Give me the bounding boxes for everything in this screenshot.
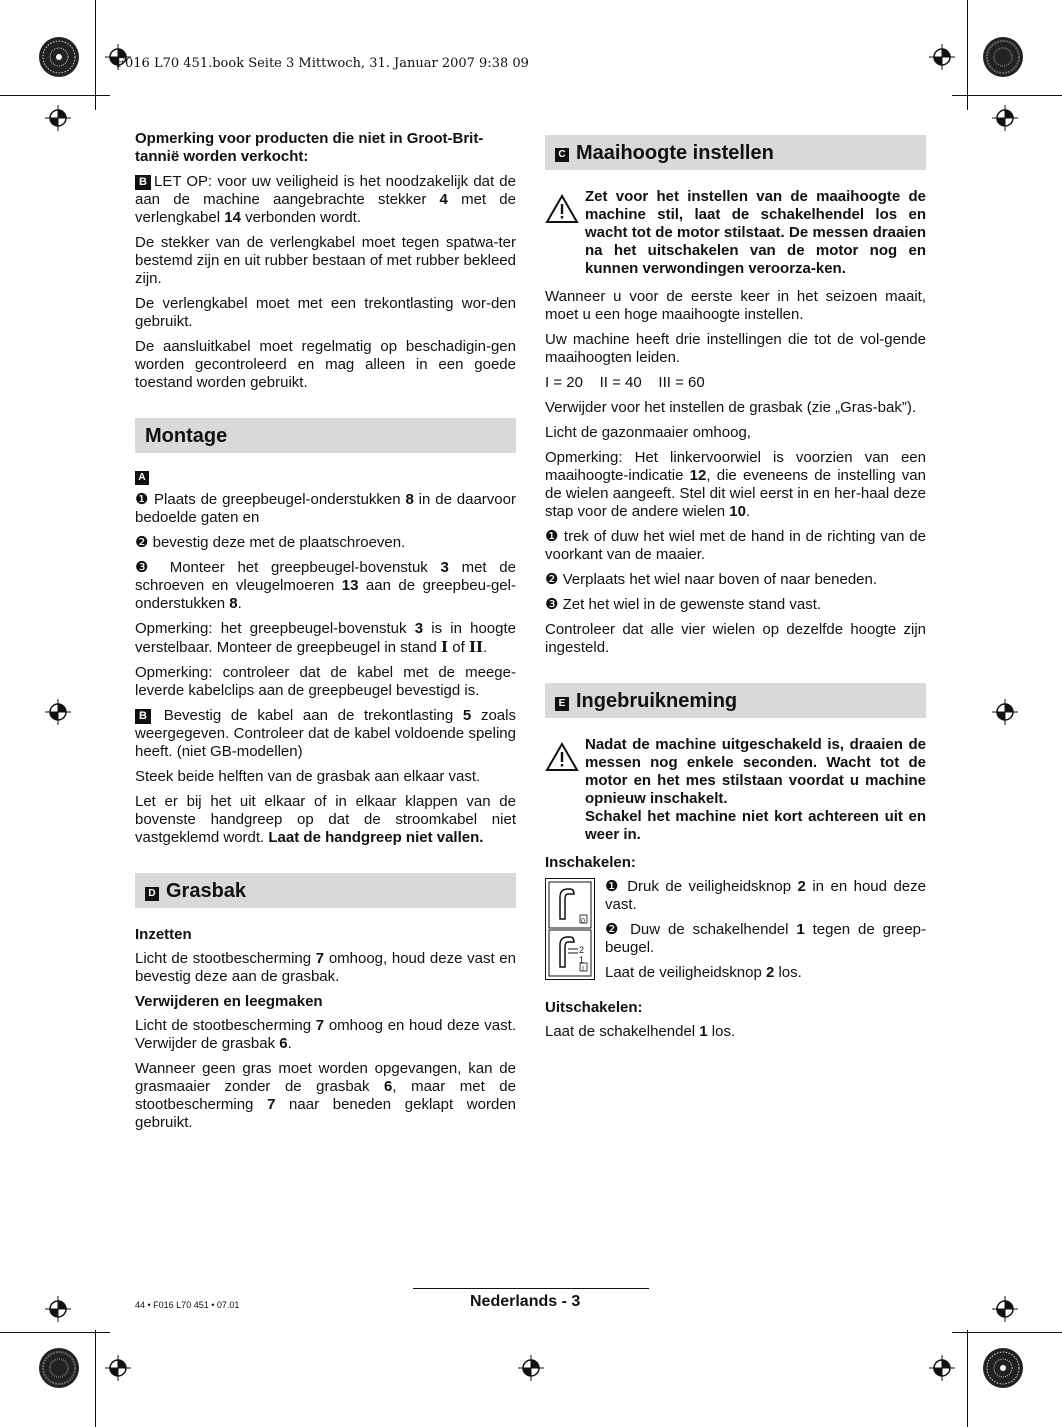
registration-mark: [45, 699, 71, 725]
figure-ref-badge: D: [145, 887, 159, 901]
crop-mark: [967, 1330, 968, 1427]
step-item: ❶ Druk de veiligheidsknop 2 in en houd deze vast.: [605, 878, 926, 913]
figure-ref-badge: E: [555, 697, 569, 711]
note-paragraph: Let er bij het uit elkaar of in elkaar klappen van de bovenste handgreep op dat de stroomkabel niet vastgeklemd wordt. Laat de handgreep niet vallen.: [135, 793, 516, 846]
note-paragraph: De aansluitkabel moet regelmatig op beschadigin-gen worden gecontroleerd en mag alleen in een goede toestand worden gebruikt.: [135, 338, 516, 391]
starburst-mark-top-left: [38, 36, 80, 78]
step-item: ❷ Duw de schakelhendel 1 tegen de greep-beugel.: [605, 921, 926, 956]
warning-block: [545, 736, 926, 844]
warning-block: [545, 188, 926, 278]
figure-ref-badge: B: [135, 709, 151, 724]
crop-mark: [967, 0, 968, 110]
section-heading-maaihoogte: C Maaihoogte instellen: [545, 135, 926, 170]
paragraph: Laat de schakelhendel 1 los.: [545, 1023, 736, 1040]
step-item: ❶ trek of duw het wiel met de hand in de richting van de voorkant van de maaier.: [545, 528, 926, 563]
paragraph: Opmerking: Het linkervoorwiel is voorzien van een maaihoogte-indicatie 12, die eveneens de instelling van de wielen aangeeft. Stel dit wiel eerst in en her-haal deze stap voor de andere wielen 10.: [545, 449, 926, 520]
registration-mark: [105, 1355, 131, 1381]
registration-mark: [992, 1296, 1018, 1322]
step-item: ❸ Monteer het greepbeugel-bovenstuk 3 met de schroeven en vleugelmoeren 13 aan de greepbeu-gel-onderstukken 8.: [135, 559, 516, 612]
step-item: ❷ bevestig deze met de plaatschroeven.: [135, 534, 406, 551]
switch-illustration: [545, 878, 595, 980]
figure-ref-badge: A: [135, 471, 149, 485]
note-paragraph: Opmerking: het greepbeugel-bovenstuk 3 is in hoogte verstelbaar. Monteer de greepbeugel in stand I of II.: [135, 620, 516, 656]
icon-label: 1: [579, 955, 585, 965]
right-column: [545, 130, 926, 1048]
paragraph: Verwijder voor het instellen de grasbak (zie „Gras-bak”).: [545, 399, 916, 416]
step-item: ❷ Verplaats het wiel naar boven of naar beneden.: [545, 571, 878, 588]
paragraph: Licht de stootbescherming 7 omhoog, houd deze vast en bevestig deze aan de grasbak.: [135, 950, 516, 985]
paragraph: Licht de gazonmaaier omhoog,: [545, 424, 751, 441]
registration-mark: [929, 1355, 955, 1381]
registration-mark: [992, 105, 1018, 131]
warning-text: Zet voor het instellen van de maaihoogte de machine stil, laat de schakelhendel los en wacht tot de motor stilstaat. De messen draaien na het uitschakelen van de motor nog en kunnen verwondingen veroorza-ken.: [585, 188, 926, 277]
crop-mark: [0, 95, 110, 96]
figure-ref-badge: B: [135, 175, 151, 190]
page-number: Nederlands - 3: [470, 1293, 581, 1310]
paragraph: Uw machine heeft drie instellingen die tot de vol-gende maaihoogten leiden.: [545, 331, 926, 366]
step-item: ❶ Plaats de greepbeugel-onderstukken 8 in de daarvoor bedoelde gaten en: [135, 491, 516, 526]
registration-mark: [929, 44, 955, 70]
switch-on-block: [545, 878, 926, 989]
starburst-mark-bottom-left: [38, 1347, 80, 1389]
note-paragraph: Opmerking: controleer dat de kabel met de meege-leverde kabelclips aan de greepbeugel bevestigd is.: [135, 664, 516, 699]
note-paragraph: B LET OP: voor uw veiligheid is het noodzakelijk dat de aan de machine aangebrachte stekker 4 met de verlengkabel 14 verbonden wordt.: [135, 173, 516, 226]
crop-mark: [952, 95, 1062, 96]
figure-ref-badge: C: [555, 148, 569, 162]
paragraph: Controleer dat alle vier wielen op dezelfde hoogte zijn ingesteld.: [545, 621, 926, 656]
icon-label: I: [582, 966, 584, 973]
crop-mark: [95, 0, 96, 110]
warning-triangle-icon: [545, 742, 579, 772]
note-paragraph: De verlengkabel moet met een trekontlasting wor-den gebruikt.: [135, 295, 516, 330]
left-column: [135, 130, 516, 1139]
note-paragraph: De stekker van de verlengkabel moet tegen spatwa-ter bestemd zijn en uit rubber bestaan of met rubber bekleed zijn.: [135, 234, 516, 287]
icon-label: 2: [579, 945, 585, 955]
step-item: Laat de veiligheidsknop 2 los.: [605, 964, 802, 981]
section-heading-montage: Montage: [135, 418, 516, 453]
step-item: ❸ Zet het wiel in de gewenste stand vast.: [545, 596, 822, 613]
warning-text: Nadat de machine uitgeschakeld is, draaien de messen nog enkele seconden. Wacht tot de motor en het mes stilstaan voordat u machine opnieuw inschakelt. Schakel het machine niet kort achtereen uit en weer in.: [585, 736, 926, 843]
subheading: Inzetten: [135, 926, 192, 943]
registration-mark: [518, 1355, 544, 1381]
registration-mark: [992, 699, 1018, 725]
paragraph: Licht de stootbescherming 7 omhoog en houd deze vast. Verwijder de grasbak 6.: [135, 1017, 516, 1052]
height-settings: I = 20 II = 40 III = 60: [545, 374, 705, 391]
crop-mark: [952, 1332, 1062, 1333]
crop-mark: [0, 1332, 110, 1333]
subheading: Inschakelen:: [545, 854, 636, 871]
crop-mark: [95, 1330, 96, 1427]
footer-code: 44 • F016 L70 451 • 07.01: [135, 1300, 240, 1310]
footer-rule: [413, 1288, 649, 1289]
note-paragraph: Steek beide helften van de grasbak aan elkaar vast.: [135, 768, 481, 785]
subheading: Uitschakelen:: [545, 999, 643, 1016]
lever-icon: [546, 879, 594, 979]
step-item: B Bevestig de kabel aan de trekontlasting 5 zoals weergegeven. Controleer dat de kabel voldoende speling heeft. (niet GB-modellen): [135, 707, 516, 760]
file-header-line: F016 L70 451.book Seite 3 Mittwoch, 31. Januar 2007 9:38 09: [116, 56, 529, 71]
paragraph: Wanneer geen gras moet worden opgevangen, kan de grasmaaier zonder de grasbak 6, maar met de stootbescherming 7 naar beneden geklapt worden gebruikt.: [135, 1060, 516, 1131]
section-heading-ingebruikneming: E Ingebruikneming: [545, 683, 926, 718]
registration-mark: [45, 1296, 71, 1322]
note-title: Opmerking voor producten die niet in Groot-Brit-tannië worden verkocht:: [135, 130, 484, 165]
registration-mark: [45, 105, 71, 131]
icon-label: 0: [581, 918, 585, 925]
subheading: Verwijderen en leegmaken: [135, 993, 323, 1010]
warning-triangle-icon: [545, 194, 579, 224]
starburst-mark-bottom-right: [982, 1347, 1024, 1389]
starburst-mark-top-right: [982, 36, 1024, 78]
paragraph: Wanneer u voor de eerste keer in het seizoen maait, moet u een hoge maaihoogte instellen.: [545, 288, 926, 323]
section-heading-grasbak: D Grasbak: [135, 873, 516, 908]
